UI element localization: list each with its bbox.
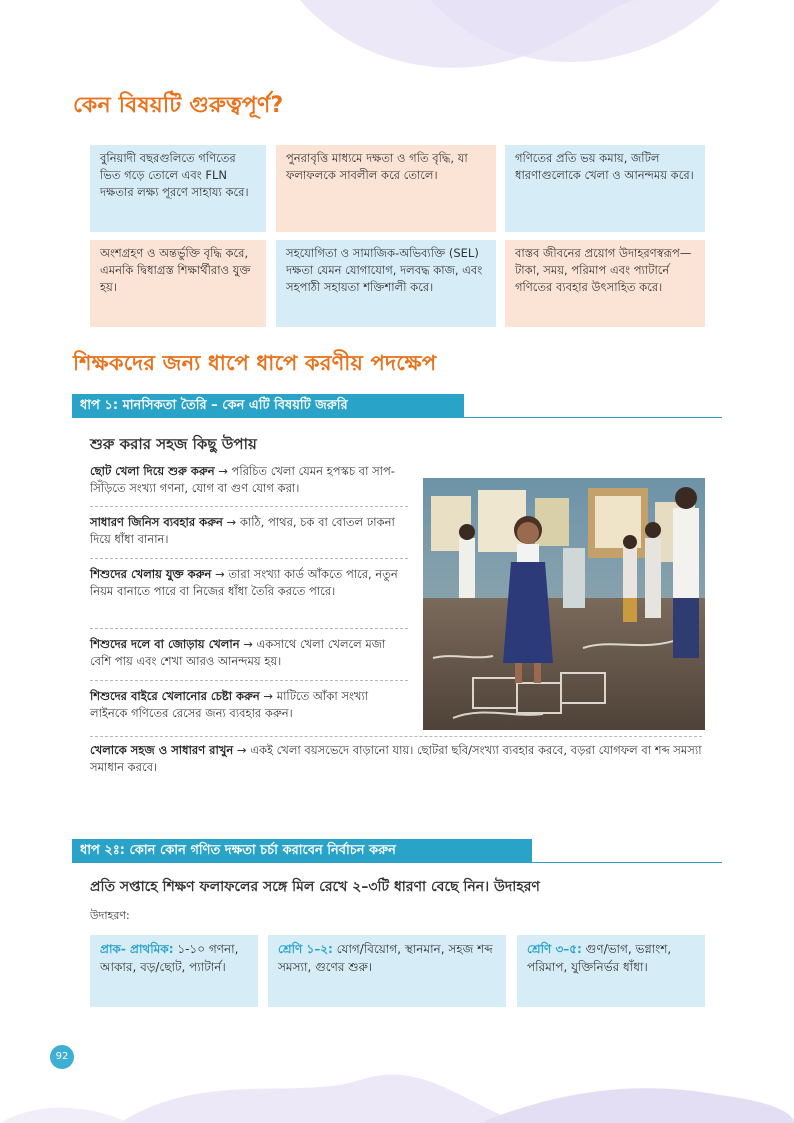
importance-card-1: বুনিয়াদী বছরগুলিতে গণিতের ভিত গড়ে তোলে এবং FLN দক্ষতার লক্ষ্য পূরণে সাহায্য করে। bbox=[90, 145, 266, 232]
tip-6-bold: খেলাকে সহজ ও সাধারণ রাখুন bbox=[90, 743, 234, 757]
tip-2-text: → কাঠি, পাথর, চক বা বোতল ঢাকনা দিয়ে ধাঁধা বানান। bbox=[90, 515, 395, 546]
classroom-hopscotch-photo bbox=[423, 478, 705, 730]
tip-5-bold: শিশুদের বাইরে খেলানোর চেষ্টা করুন bbox=[90, 689, 260, 703]
tip-6 bbox=[90, 742, 702, 776]
example-card-preprimary bbox=[90, 935, 258, 1007]
importance-card-4: অংশগ্রহণ ও অন্তর্ভুক্তি বৃদ্ধি করে, এমনকি দ্বিধাগ্রস্ত শিক্ষার্থীরাও যুক্ত হয়। bbox=[90, 240, 266, 327]
importance-card-3: গণিতের প্রতি ভয় কমায়, জটিল ধারণাগুলোকে খেলা ও আনন্দময় করে। bbox=[505, 145, 705, 232]
example-title: প্রাক- প্রাথমিক: bbox=[100, 942, 174, 956]
tip-divider bbox=[90, 628, 408, 629]
step2-subheading: প্রতি সপ্তাহে শিক্ষণ ফলাফলের সঙ্গে মিল রেখে ২–৩টি ধারণা বেছে নিন। উদাহরণ bbox=[90, 879, 540, 895]
importance-card-2: পুনরাবৃত্তি মাধ্যমে দক্ষতা ও গতি বৃদ্ধি, যা ফলাফলকে সাবলীল করে তোলে। bbox=[276, 145, 496, 232]
tip-4 bbox=[90, 636, 408, 670]
tip-1 bbox=[90, 463, 408, 497]
step1-underline bbox=[72, 417, 722, 418]
tip-1-text: → পরিচিত খেলা যেমন হপস্কচ বা সাপ-সিঁড়িতে সংখ্যা গণনা, যোগ বা গুণ যোগ করা। bbox=[90, 464, 395, 495]
step1-subheading: শুরু করার সহজ কিছু উপায় bbox=[90, 435, 257, 453]
importance-card-6: বাস্তব জীবনের প্রয়োগ উদাহরণস্বরূপ—টাকা, সময়, পরিমাপ এবং প্যাটার্নে গণিতের ব্যবহার উৎসাহিত করে। bbox=[505, 240, 705, 327]
tip-6-text: → একই খেলা বয়সভেদে বাড়ানো যায়। ছোটরা ছবি/সংখ্যা ব্যবহার করবে, বড়রা যোগফল বা শব্দ সমস্যা সমাধান করবে। bbox=[90, 743, 702, 774]
section-title-teacher-steps: শিক্ষকদের জন্য ধাপে ধাপে করণীয় পদক্ষেপ bbox=[73, 351, 437, 375]
tip-divider bbox=[90, 558, 408, 559]
tip-2-bold: সাধারণ জিনিস ব্যবহার করুন bbox=[90, 515, 223, 529]
section-title-importance: কেন বিষয়টি গুরুত্বপূর্ণ? bbox=[73, 93, 284, 118]
tip-4-bold: শিশুদের দলে বা জোড়ায় খেলান bbox=[90, 637, 240, 651]
example-card-class-3-5 bbox=[517, 935, 705, 1007]
tip-4-text: → একসাথে খেলা খেললে মজা বেশি পায় এবং শেখা আরও আনন্দময় হয়। bbox=[90, 637, 386, 668]
tip-5-text: → মাটিতে আঁকা সংখ্যা লাইনকে গণিতের রেসের জন্য ব্যবহার করুন। bbox=[90, 689, 369, 720]
importance-card-5: সহযোগিতা ও সামাজিক-অভিব্যক্তি (SEL) দক্ষতা যেমন যোগাযোগ, দলবদ্ধ কাজ, এবং সহপাঠী সহায়তা শক্তিশালী করে। bbox=[276, 240, 496, 327]
example-text: যোগ/বিয়োগ, স্থানমান, সহজ শব্দ সমস্যা, গুণের শুরু। bbox=[278, 942, 493, 974]
tip-3 bbox=[90, 566, 408, 600]
example-text: ১-১০ গণনা, আকার, বড়/ছোট, প্যাটার্ন। bbox=[100, 942, 239, 974]
step2-bar: ধাপ ২ঃ: কোন কোন গণিত দক্ষতা চর্চা করাবেন নির্বাচন করুন bbox=[72, 839, 532, 863]
tip-3-bold: শিশুদের খেলায় যুক্ত করুন bbox=[90, 567, 212, 581]
example-title: শ্রেণি ১–২: bbox=[278, 942, 333, 956]
examples-label: উদাহরণ: bbox=[90, 909, 130, 922]
tip-1-bold: ছোট খেলা দিয়ে শুরু করুন bbox=[90, 464, 215, 478]
example-text: গুণ/ভাগ, ভগ্নাংশ, পরিমাপ, যুক্তিনির্ভর ধাঁধা। bbox=[527, 942, 672, 974]
tip-divider bbox=[90, 506, 408, 507]
step1-bar: ধাপ ১: মানসিকতা তৈরি – কেন এটি বিষয়টি জরুরি bbox=[72, 394, 464, 418]
step2-underline bbox=[72, 862, 722, 863]
tip-2 bbox=[90, 514, 408, 548]
tip-3-text: → তারা সংখ্যা কার্ড আঁকতে পারে, নতুন নিয়ম বানাতে পারে বা নিজের ধাঁধা তৈরি করতে পারে। bbox=[90, 567, 398, 598]
example-card-class-1-2 bbox=[268, 935, 506, 1007]
tip-5 bbox=[90, 688, 408, 722]
tip-divider bbox=[90, 680, 408, 681]
tip-divider bbox=[90, 736, 702, 737]
photo-illustration bbox=[423, 478, 705, 730]
example-title: শ্রেণি ৩–৫: bbox=[527, 942, 582, 956]
page-number: 92 bbox=[50, 1045, 74, 1069]
